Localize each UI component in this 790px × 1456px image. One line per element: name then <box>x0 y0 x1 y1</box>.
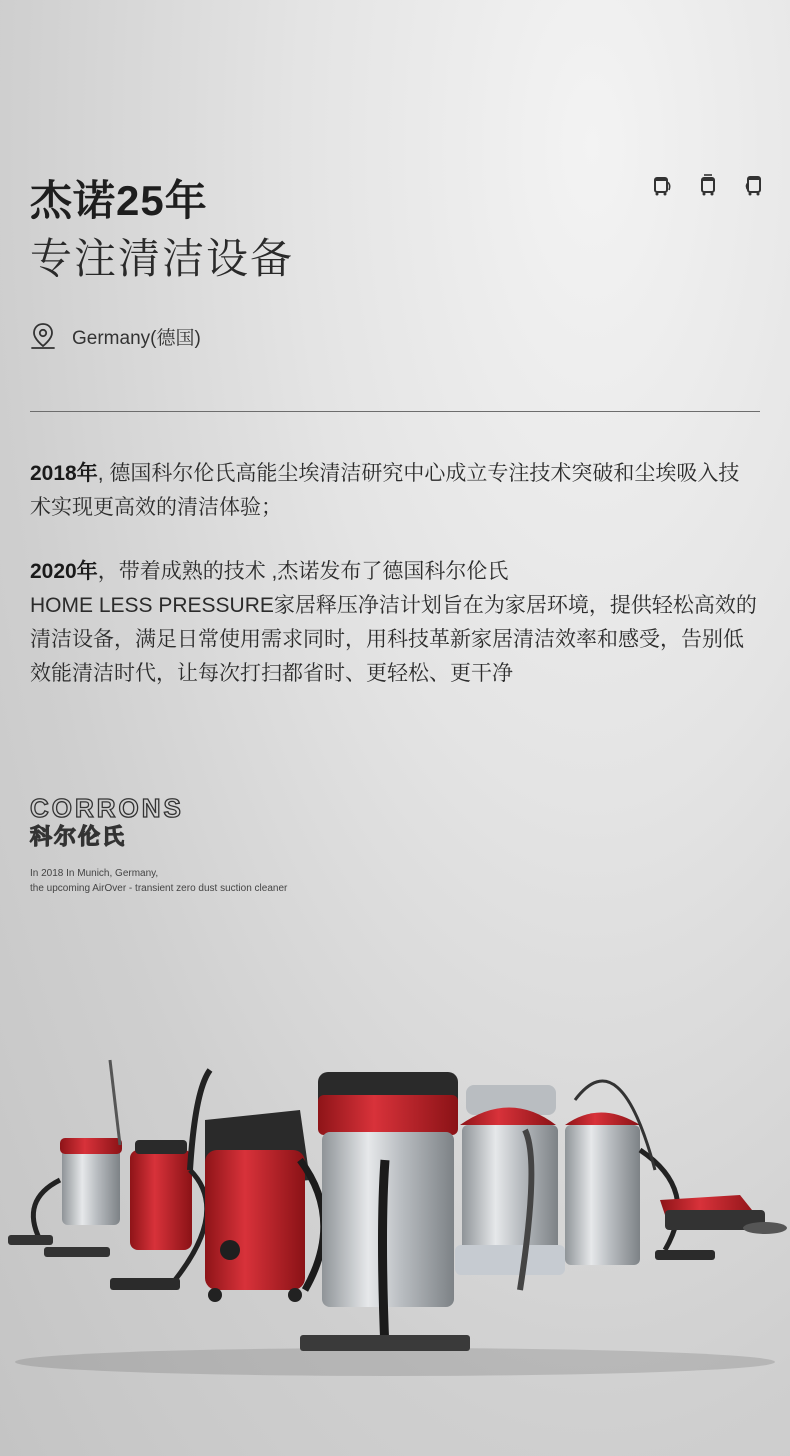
page-title: 杰诺25年 <box>30 177 208 224</box>
vacuum-small-steel <box>8 1060 122 1257</box>
vacuum-icon <box>652 174 672 196</box>
corrons-logo <box>30 795 210 821</box>
history-text: ，带着成熟的技术 ,杰诺发布了德国科尔伦氏 <box>97 560 509 583</box>
history-text: , 德国科尔伦氏高能尘埃清洁研究中心成立专注技术突破和尘埃吸入技术实现更高效的清洁体验； <box>30 462 740 519</box>
divider <box>30 411 760 412</box>
history-year: 2018年 <box>30 462 98 485</box>
vacuum-steel-large <box>300 1072 470 1351</box>
history-text-continued: HOME LESS PRESSURE家居释压净洁计划旨在为家居环境，提供轻松高效的清洁设备，满足日常使用需求同时，用科技革新家居清洁效率和感受，告别低效能清洁时代，让每次打扫都省时、更轻松、更干净 <box>30 594 757 685</box>
page-subtitle: 专注清洁设备 <box>30 235 295 282</box>
tagline-line: the upcoming AirOver - transient zero dust suction cleaner <box>30 883 288 894</box>
logo-text: CORRONS <box>30 795 184 821</box>
tagline-line: In 2018 In Munich, Germany, <box>30 868 159 879</box>
vacuum-red-large <box>190 1070 324 1302</box>
location-row <box>30 322 201 350</box>
history-year: 2020年 <box>30 560 98 583</box>
location-text: Germany(德国) <box>72 327 201 349</box>
vacuum-steel-red-top <box>455 1085 565 1290</box>
floor-sweeper <box>655 1195 787 1260</box>
location-pin-icon <box>30 322 56 350</box>
vacuum-icon <box>698 174 718 196</box>
vacuum-icon <box>744 174 764 196</box>
brand-name-cn: 科尔伦氏 <box>30 824 127 849</box>
product-group-image <box>0 1050 790 1380</box>
vacuum-steel-right <box>565 1081 678 1265</box>
brand-tagline <box>30 866 287 896</box>
history-2020 <box>30 555 760 691</box>
product-icons <box>652 174 764 196</box>
history-2018 <box>30 457 760 525</box>
